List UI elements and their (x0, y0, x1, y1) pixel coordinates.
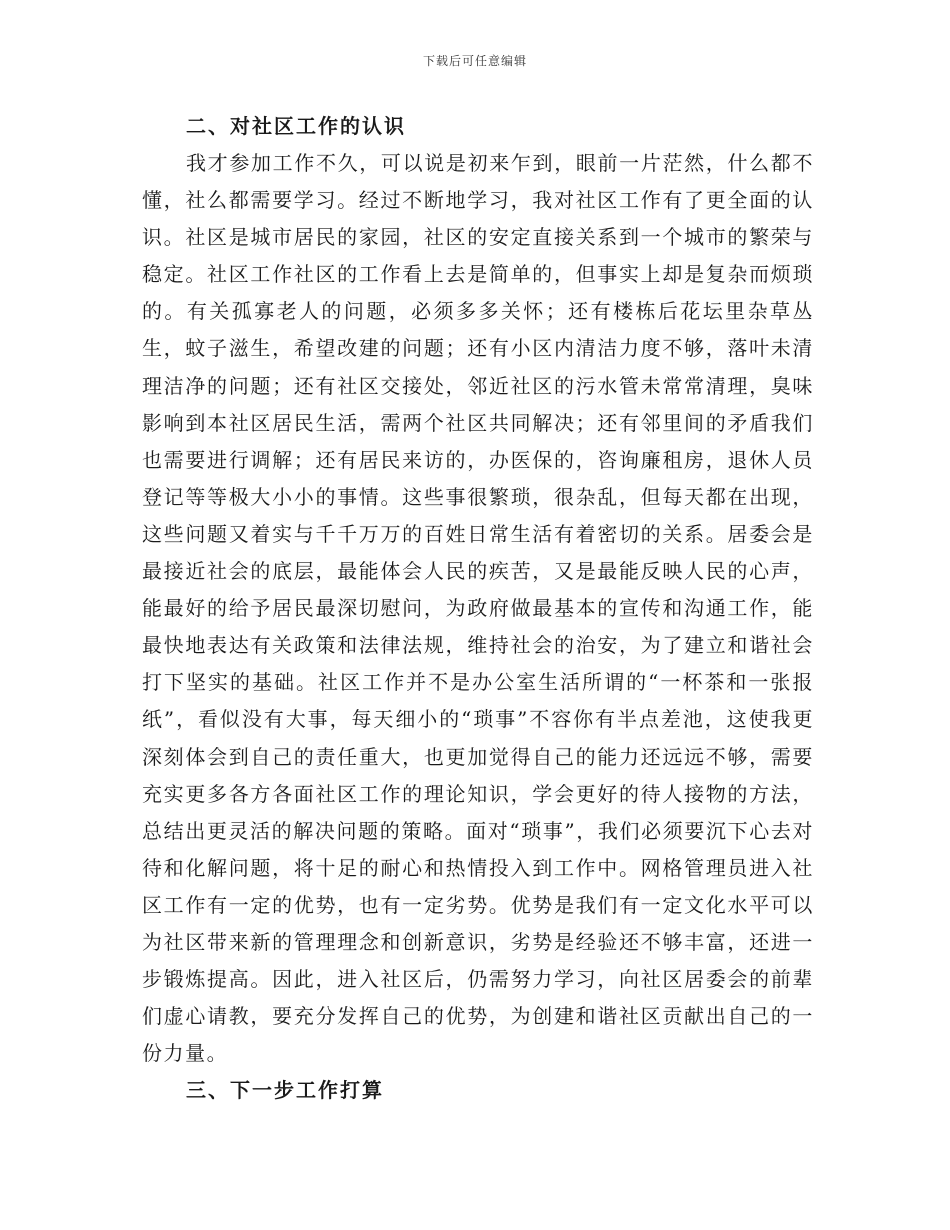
section-heading-next-steps: 三、下一步工作打算 (186, 1078, 384, 1103)
page-header-note: 下载后可任意编辑 (422, 54, 527, 68)
section-heading-understanding: 二、对社区工作的认识 (186, 114, 406, 138)
document-body (142, 108, 814, 1109)
body-paragraph: 我才参加工作不久，可以说是初来乍到，眼前一片茫然，什么都不懂，社么都需要学习。经过不断地学习，我对社区工作有了更全面的认识。社区是城市居民的家园，社区的安定直接关系到一个城市的繁荣与稳定。社区工作社区的工作看上去是简单的，但事实上却是复杂而烦琐的。有关孤寡老人的问题，必须多多关怀；还有楼栋后花坛里杂草丛生，蚊子滋生，希望改建的问题；还有小区内清洁力度不够，落叶未清理洁净的问题；还有社区交接处，邻近社区的污水管未常常清理，臭味影响到本社区居民生活，需两个社区共同解决；还有邻里间的矛盾我们也需要进行调解；还有居民来访的，办医保的，咨询廉租房，退休人员登记等等极大小小的事情。这些事很繁琐，很杂乱，但每天都在出现，这些问题又着实与千千万万的百姓日常生活有着密切的关系。居委会是最接近社会的底层，最能体会人民的疾苦，又是最能反映人民的心声，能最好的给予居民最深切慰问，为政府做最基本的宣传和沟通工作，能最快地表达有关政策和法律法规，维持社会的治安，为了建立和谐社会打下坚实的基础。社区工作并不是办公室生活所谓的“一杯茶和一张报纸”，看似没有大事，每天细小的“琐事”不容你有半点差池，这使我更深刻体会到自己的责任重大，也更加觉得自己的能力还远远不够，需要充实更多各方各面社区工作的理论知识，学会更好的待人接物的方法，总结出更灵活的解决问题的策略。面对“琐事”，我们必须要沉下心去对待和化解问题，将十足的耐心和热情投入到工作中。网格管理员进入社区工作有一定的优势，也有一定劣势。优势是我们有一定文化水平可以为社区带来新的管理理念和创新意识，劣势是经验还不够丰富，还进一步锻炼提高。因此，进入社区后，仍需努力学习，向社区居委会的前辈们虚心请教，要充分发挥自己的优势，为创建和谐社区贡献出自己的一份力量。 (142, 151, 814, 1066)
